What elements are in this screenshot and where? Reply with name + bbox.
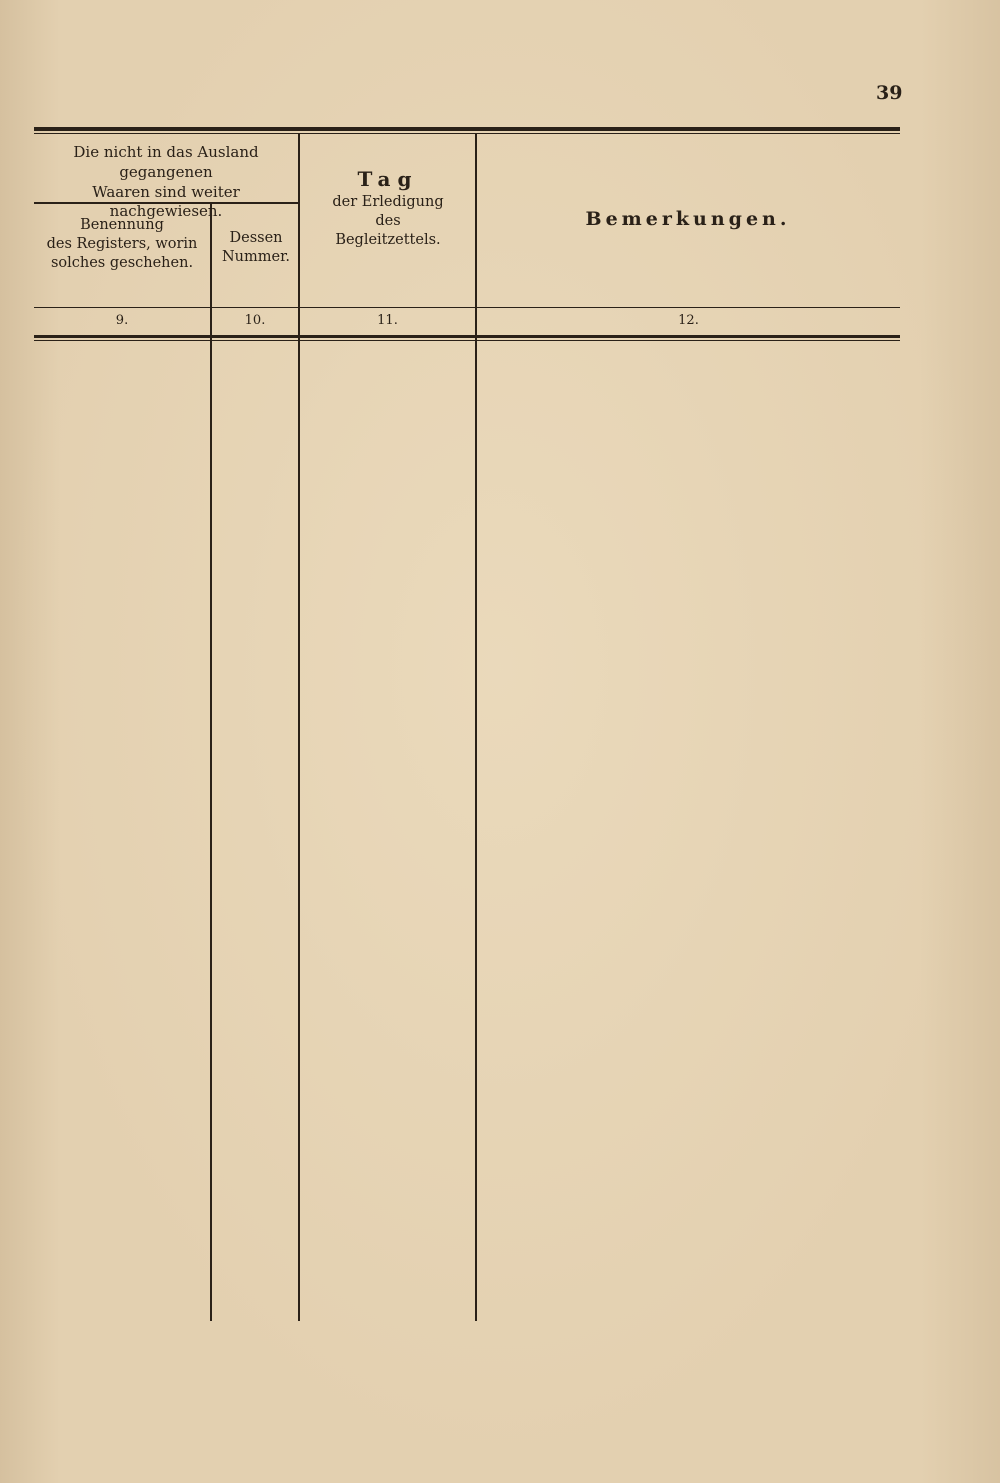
col-number-9: 9. (115, 313, 129, 328)
vline-col11-12 (475, 133, 477, 1321)
numbers-rule-thick (34, 335, 900, 338)
col9-header-line-2: des Registers, worin (46, 236, 198, 253)
col10-header-line-1: Dessen (229, 230, 283, 246)
numbers-rule-thin (34, 340, 900, 341)
vline-col9-10 (210, 203, 212, 1321)
col12-header: Bemerkungen. (585, 208, 791, 230)
col9-header-line-3: solches geschehen. (50, 255, 194, 272)
col-number-11: 11. (377, 313, 398, 328)
page-number: 39 (876, 82, 903, 104)
header-bottom-rule (34, 307, 900, 308)
col11-sub-line-3: Begleitzettels. (335, 232, 441, 249)
col11-sub-line-2: des (375, 213, 401, 230)
col-number-12: 12. (678, 313, 699, 328)
col10-header (212, 229, 300, 267)
group-header (34, 143, 298, 222)
col-number-10: 10. (244, 313, 266, 328)
col11-sub-line-1: der Erledigung (332, 194, 444, 210)
group-header-line-1: Die nicht in das Ausland gegangenen (73, 143, 259, 181)
col9-header (34, 216, 210, 273)
top-rule-thin (34, 133, 900, 134)
col10-header-line-2: Nummer. (221, 249, 291, 266)
col9-header-line-1: Benennung (80, 217, 164, 233)
top-rule-thick (34, 127, 900, 131)
col11-sub (300, 193, 476, 250)
vline-col10-11 (298, 133, 300, 1321)
col11-title: Tag (357, 167, 419, 191)
group-header-line-2: Waaren sind weiter nachgewiesen. (92, 182, 240, 221)
